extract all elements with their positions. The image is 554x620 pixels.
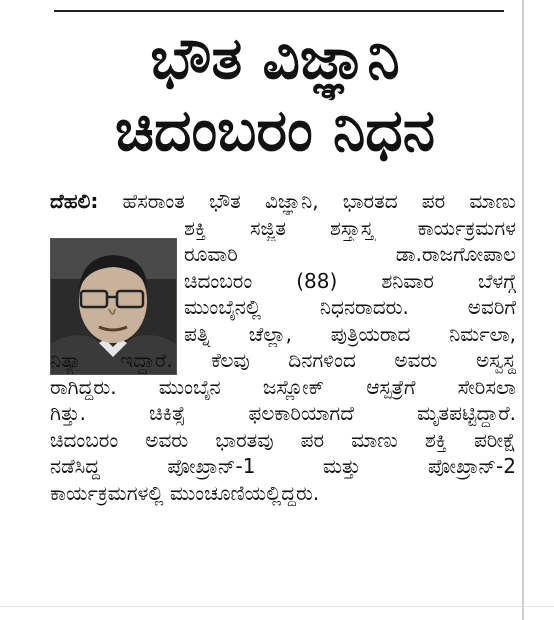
dateline: ದೆಹಲಿ: bbox=[50, 189, 99, 213]
article-body bbox=[50, 188, 516, 506]
article-line: ಮುಂಬೈನಲ್ಲಿ ನಿಧನರಾದರು. ಅವರಿಗೆ bbox=[184, 295, 516, 319]
article-line: ನಿತ್ಯಾ ಇದ್ದಾರೆ. ಕೆಲವು ದಿನಗಳಿಂದ ಅವರು ಅಸ್ವಸ್ಥ bbox=[50, 348, 516, 372]
article-line: ಚಿದಂಬರಂ ಅವರು ಭಾರತವು ಪರ ಮಾಣು ಶಕ್ತಿ ಪರೀಕ್ಷೆ bbox=[50, 427, 516, 452]
article-line: ಕಾರ್ಯಕ್ರಮಗಳಲ್ಲಿ ಮುಂಚೂಣಿಯಲ್ಲಿದ್ದರು. bbox=[50, 480, 320, 505]
article-line: ಚಿದಂಬರಂ (88) ಶನಿವಾರ ಬೆಳಗ್ಗೆ bbox=[184, 268, 516, 293]
article-line: ಪತ್ನಿ ಚೆಲ್ಲಾ, ಪುತ್ರಿಯರಾದ ನಿರ್ಮಲಾ, bbox=[184, 321, 516, 346]
right-column-rule bbox=[522, 0, 524, 620]
article-line: ಗಿತ್ತು. ಚಿಕಿತ್ಸೆ ಫಲಕಾರಿಯಾಗದೆ ಮೃತಪಟ್ಟಿದ್ದಾರೆ. bbox=[50, 401, 516, 425]
article-line: ರಾಗಿದ್ದರು. ಮುಂಬೈನ ಜಸ್ಲೋಕ್ ಆಸ್ಪತ್ರೆಗೆ ಸೇರಿಸಲಾ bbox=[50, 374, 516, 399]
article-line: ದೆಹಲಿ: ಹೆಸರಾಂತ ಭೌತ ವಿಜ್ಞಾನಿ, ಭಾರತದ ಪರ ಮಾಣು bbox=[50, 189, 516, 213]
article-line: ರೂವಾರಿ ಡಾ.ರಾಜಗೋಪಾಲ bbox=[184, 242, 516, 266]
top-rule bbox=[54, 10, 504, 12]
article-line: ಶಕ್ತಿ ಸಜ್ಜಿತ ಶಸ್ತ್ರಾಸ್ತ್ರ ಕಾರ್ಯಕ್ರಮಗಳ bbox=[184, 215, 516, 240]
article-line: ನಡೆಸಿದ್ದ ಪೋಖ್ರಾನ್-1 ಮತ್ತು ಪೋಖ್ರಾನ್-2 bbox=[50, 454, 516, 478]
bottom-rule bbox=[0, 606, 554, 607]
headline-line-2: ಚಿದಂಬರಂ ನಿಧನ bbox=[115, 96, 435, 164]
headline bbox=[40, 22, 510, 166]
headline-line-1: ಭೌತ ವಿಜ್ಞಾನಿ bbox=[150, 24, 400, 92]
